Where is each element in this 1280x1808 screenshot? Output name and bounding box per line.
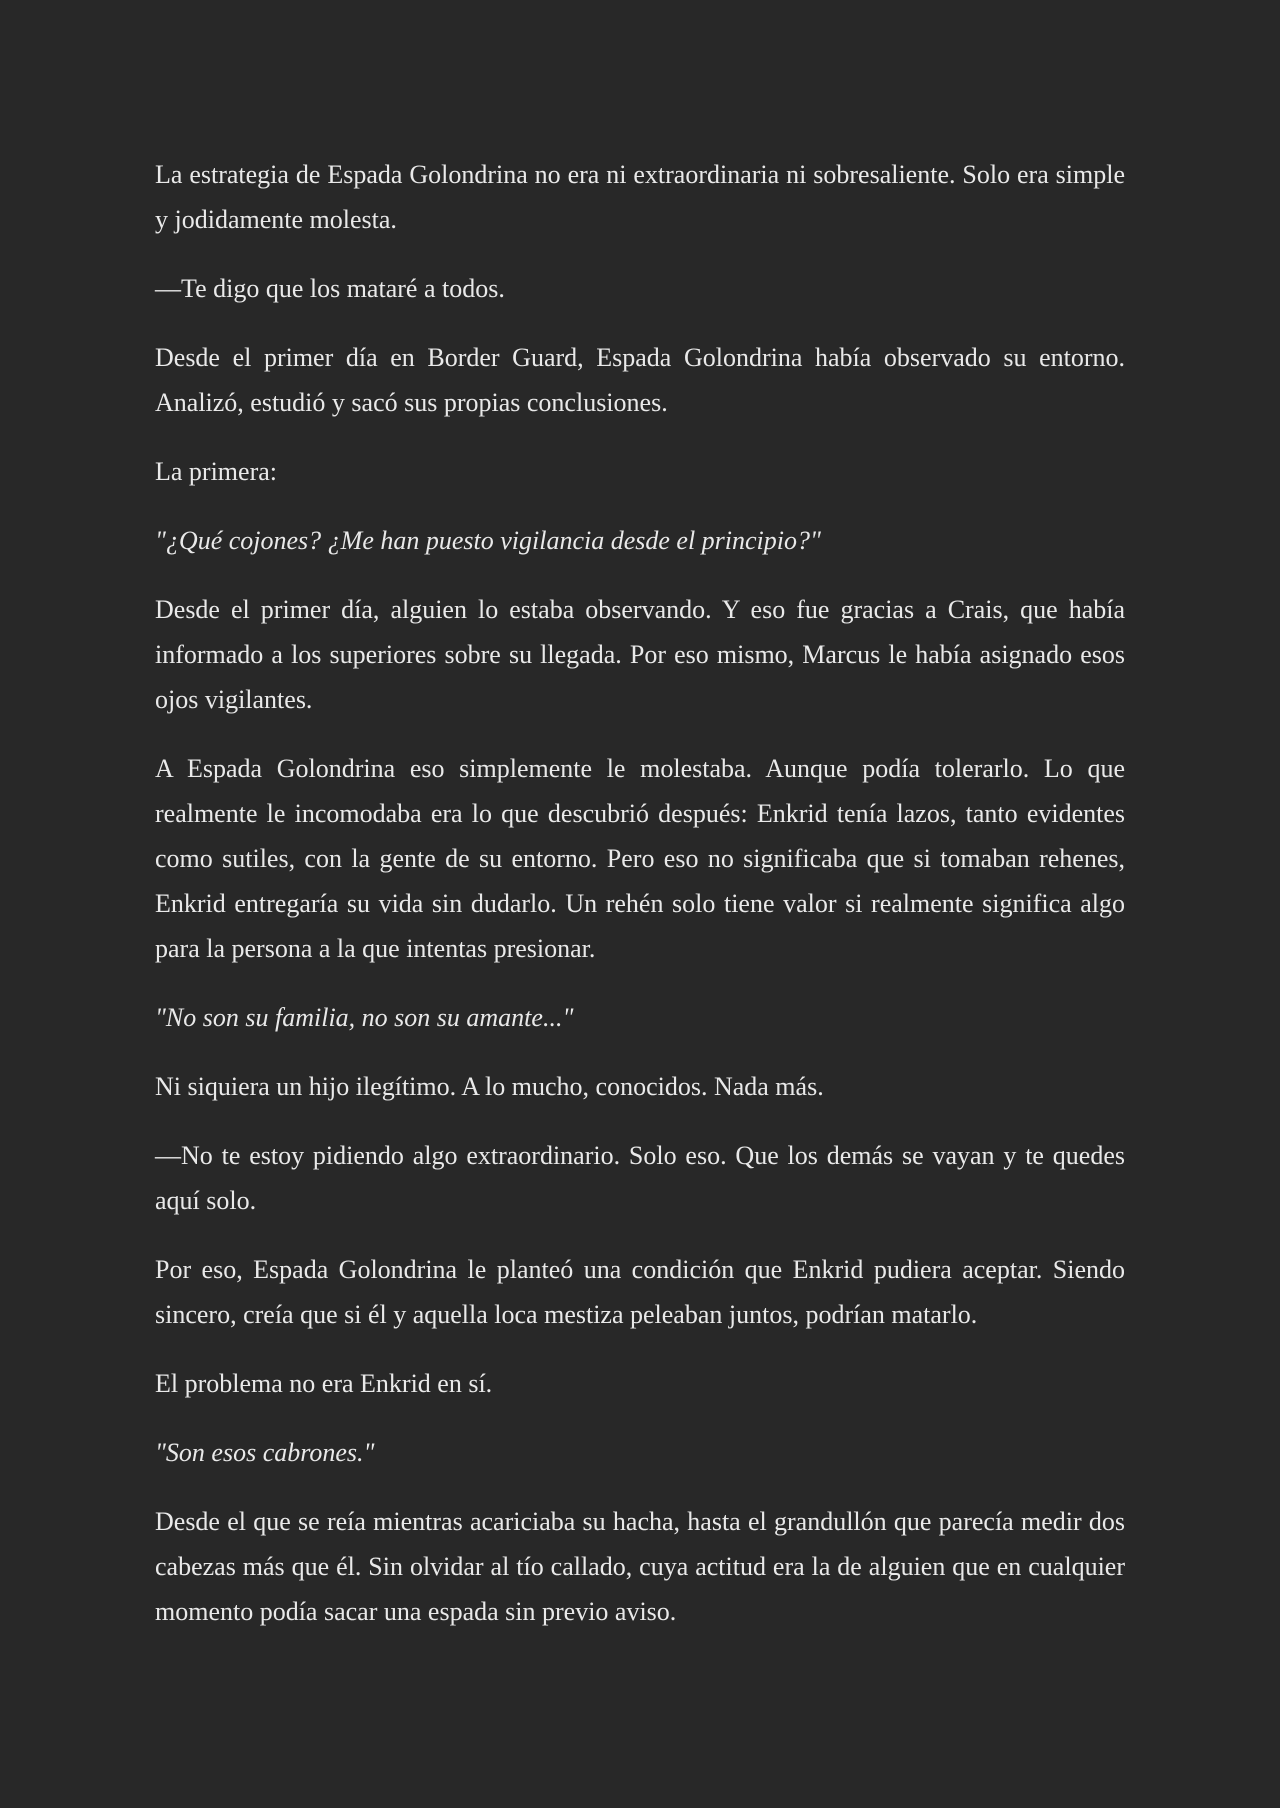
paragraph: La primera:	[155, 457, 277, 486]
inner-thought: "Son esos cabrones."	[155, 1438, 375, 1467]
paragraph: Desde el que se reía mientras acariciaba su hacha, hasta el grandullón que parecía medir dos cabezas más que él. Sin olvidar al tío callado, cuya actitud era la de alguien que en cualquier momento podía sacar una espada sin previo aviso.	[155, 1507, 1125, 1626]
paragraph: Desde el primer día en Border Guard, Espada Golondrina había observado su entorno. Analizó, estudió y sacó sus propias conclusiones.	[155, 343, 1125, 417]
paragraph: —No te estoy pidiendo algo extraordinario. Solo eso. Que los demás se vayan y te quedes aquí solo.	[155, 1141, 1125, 1215]
paragraph: A Espada Golondrina eso simplemente le molestaba. Aunque podía tolerarlo. Lo que realmente le incomodaba era lo que descubrió después: Enkrid tenía lazos, tanto evidentes como sutiles, con la gente de su entorno. Pero eso no significaba que si tomaban rehenes, Enkrid entregaría su vida sin dudarlo. Un rehén solo tiene valor si realmente significa algo para la persona a la que intentas presionar.	[155, 754, 1125, 963]
paragraph: Ni siquiera un hijo ilegítimo. A lo mucho, conocidos. Nada más.	[155, 1072, 824, 1101]
paragraph: La estrategia de Espada Golondrina no era ni extraordinaria ni sobresaliente. Solo era simple y jodidamente molesta.	[155, 160, 1125, 234]
paragraph: Desde el primer día, alguien lo estaba observando. Y eso fue gracias a Crais, que había informado a los superiores sobre su llegada. Por eso mismo, Marcus le había asignado esos ojos vigilantes.	[155, 595, 1125, 714]
paragraph: El problema no era Enkrid en sí.	[155, 1369, 493, 1398]
paragraph: Por eso, Espada Golondrina le planteó una condición que Enkrid pudiera aceptar. Siendo sincero, creía que si él y aquella loca mestiza peleaban juntos, podrían matarlo.	[155, 1255, 1125, 1329]
inner-thought: "¿Qué cojones? ¿Me han puesto vigilancia desde el principio?"	[155, 526, 821, 555]
paragraph: —Te digo que los mataré a todos.	[155, 274, 505, 303]
inner-thought: "No son su familia, no son su amante..."	[155, 1003, 574, 1032]
chapter-text	[155, 152, 1125, 1634]
